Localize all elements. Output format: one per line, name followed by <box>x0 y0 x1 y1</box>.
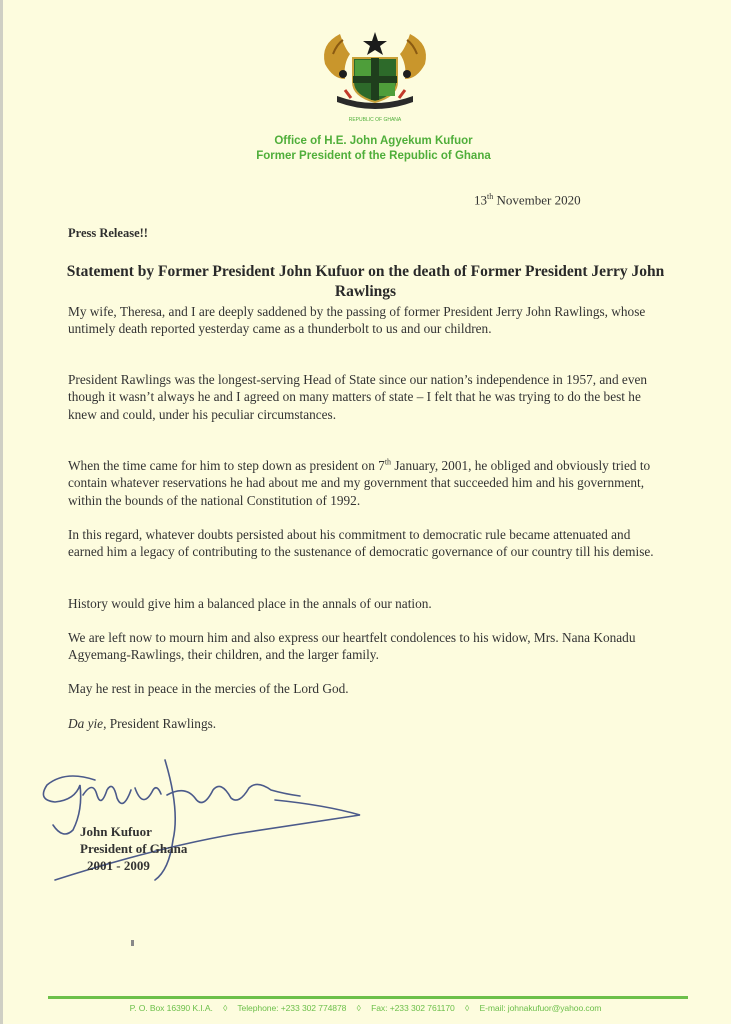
scan-edge <box>0 0 3 1024</box>
paragraph-3-sup: th <box>384 457 392 467</box>
paragraph-4: In this regard, whatever doubts persisted about his commitment to democratic rule became attenuated and earned him a legacy of contributing to the sustenance of democratic governance of our country till his demise. <box>68 527 654 560</box>
footer-separator-icon: ◊ <box>223 1003 228 1013</box>
letter-date <box>474 192 581 208</box>
crest-caption: REPUBLIC OF GHANA <box>348 117 402 123</box>
press-release-label: Press Release!! <box>68 226 148 240</box>
paragraph-3 <box>68 457 668 509</box>
statement-title: Statement by Former President John Kufuor on the death of Former President Jerry John Rawlings <box>66 263 665 300</box>
office-subtitle: Former President of the Republic of Ghana <box>256 150 491 162</box>
signatory-title: President of Ghana <box>80 841 188 856</box>
office-title: Office of H.E. John Agyekum Kufuor <box>274 135 473 147</box>
ghana-coat-of-arms-icon <box>315 24 435 124</box>
footer-divider <box>48 996 688 999</box>
paragraph-2: President Rawlings was the longest-serving Head of State since our nation’s independence in 1957, and even though it wasn’t always he and I agreed on many matters of state – I felt that he was trying to do the best he knew and could, under his peculiar circumstances. <box>68 372 648 422</box>
date-suffix: th <box>487 192 494 201</box>
paragraph-3-b: January, 2001, he obliged and obviously tried to contain whatever reservations he had about me and my government that succeeded him and his government, within the bounds of the national Constitution of 1992. <box>68 458 651 508</box>
date-day: 13 <box>474 192 487 208</box>
signatory-term: 2001 - 2009 <box>87 858 150 873</box>
date-rest: November 2020 <box>493 192 581 208</box>
paragraph-3-a: When the time came for him to step down as president on 7 <box>68 458 385 473</box>
paragraph-1: My wife, Theresa, and I are deeply saddened by the passing of former President Jerry John Rawlings, whose untimely death reported yesterday came as a thunderbolt to us and our children. <box>68 304 646 337</box>
footer-separator-icon: ◊ <box>465 1003 470 1013</box>
paragraph-6: We are left now to mourn him and also express our heartfelt condolences to his widow, Mrs. Nana Konadu Agyemang-Rawlings, their children, and the larger family. <box>68 630 636 663</box>
paragraph-8-rest: , President Rawlings. <box>103 716 217 731</box>
footer-separator-icon: ◊ <box>356 1003 361 1013</box>
footer-contact <box>0 1003 731 1013</box>
da-yie-italic: Da yie <box>68 716 104 731</box>
footer-telephone: Telephone: +233 302 774878 <box>237 1003 347 1013</box>
signatory-name: John Kufuor <box>80 824 152 839</box>
footer-po-box: P. O. Box 16390 K.I.A. <box>129 1003 213 1013</box>
footer-fax: Fax: +233 302 761170 <box>371 1003 455 1013</box>
handwritten-signature-icon <box>35 750 375 890</box>
footer-email: E-mail: johnakufuor@yahoo.com <box>479 1003 602 1013</box>
paragraph-8 <box>68 715 668 732</box>
paragraph-5: History would give him a balanced place in the annals of our nation. <box>68 596 432 611</box>
paragraph-7: May he rest in peace in the mercies of the Lord God. <box>68 681 349 696</box>
scan-speck <box>131 940 134 946</box>
